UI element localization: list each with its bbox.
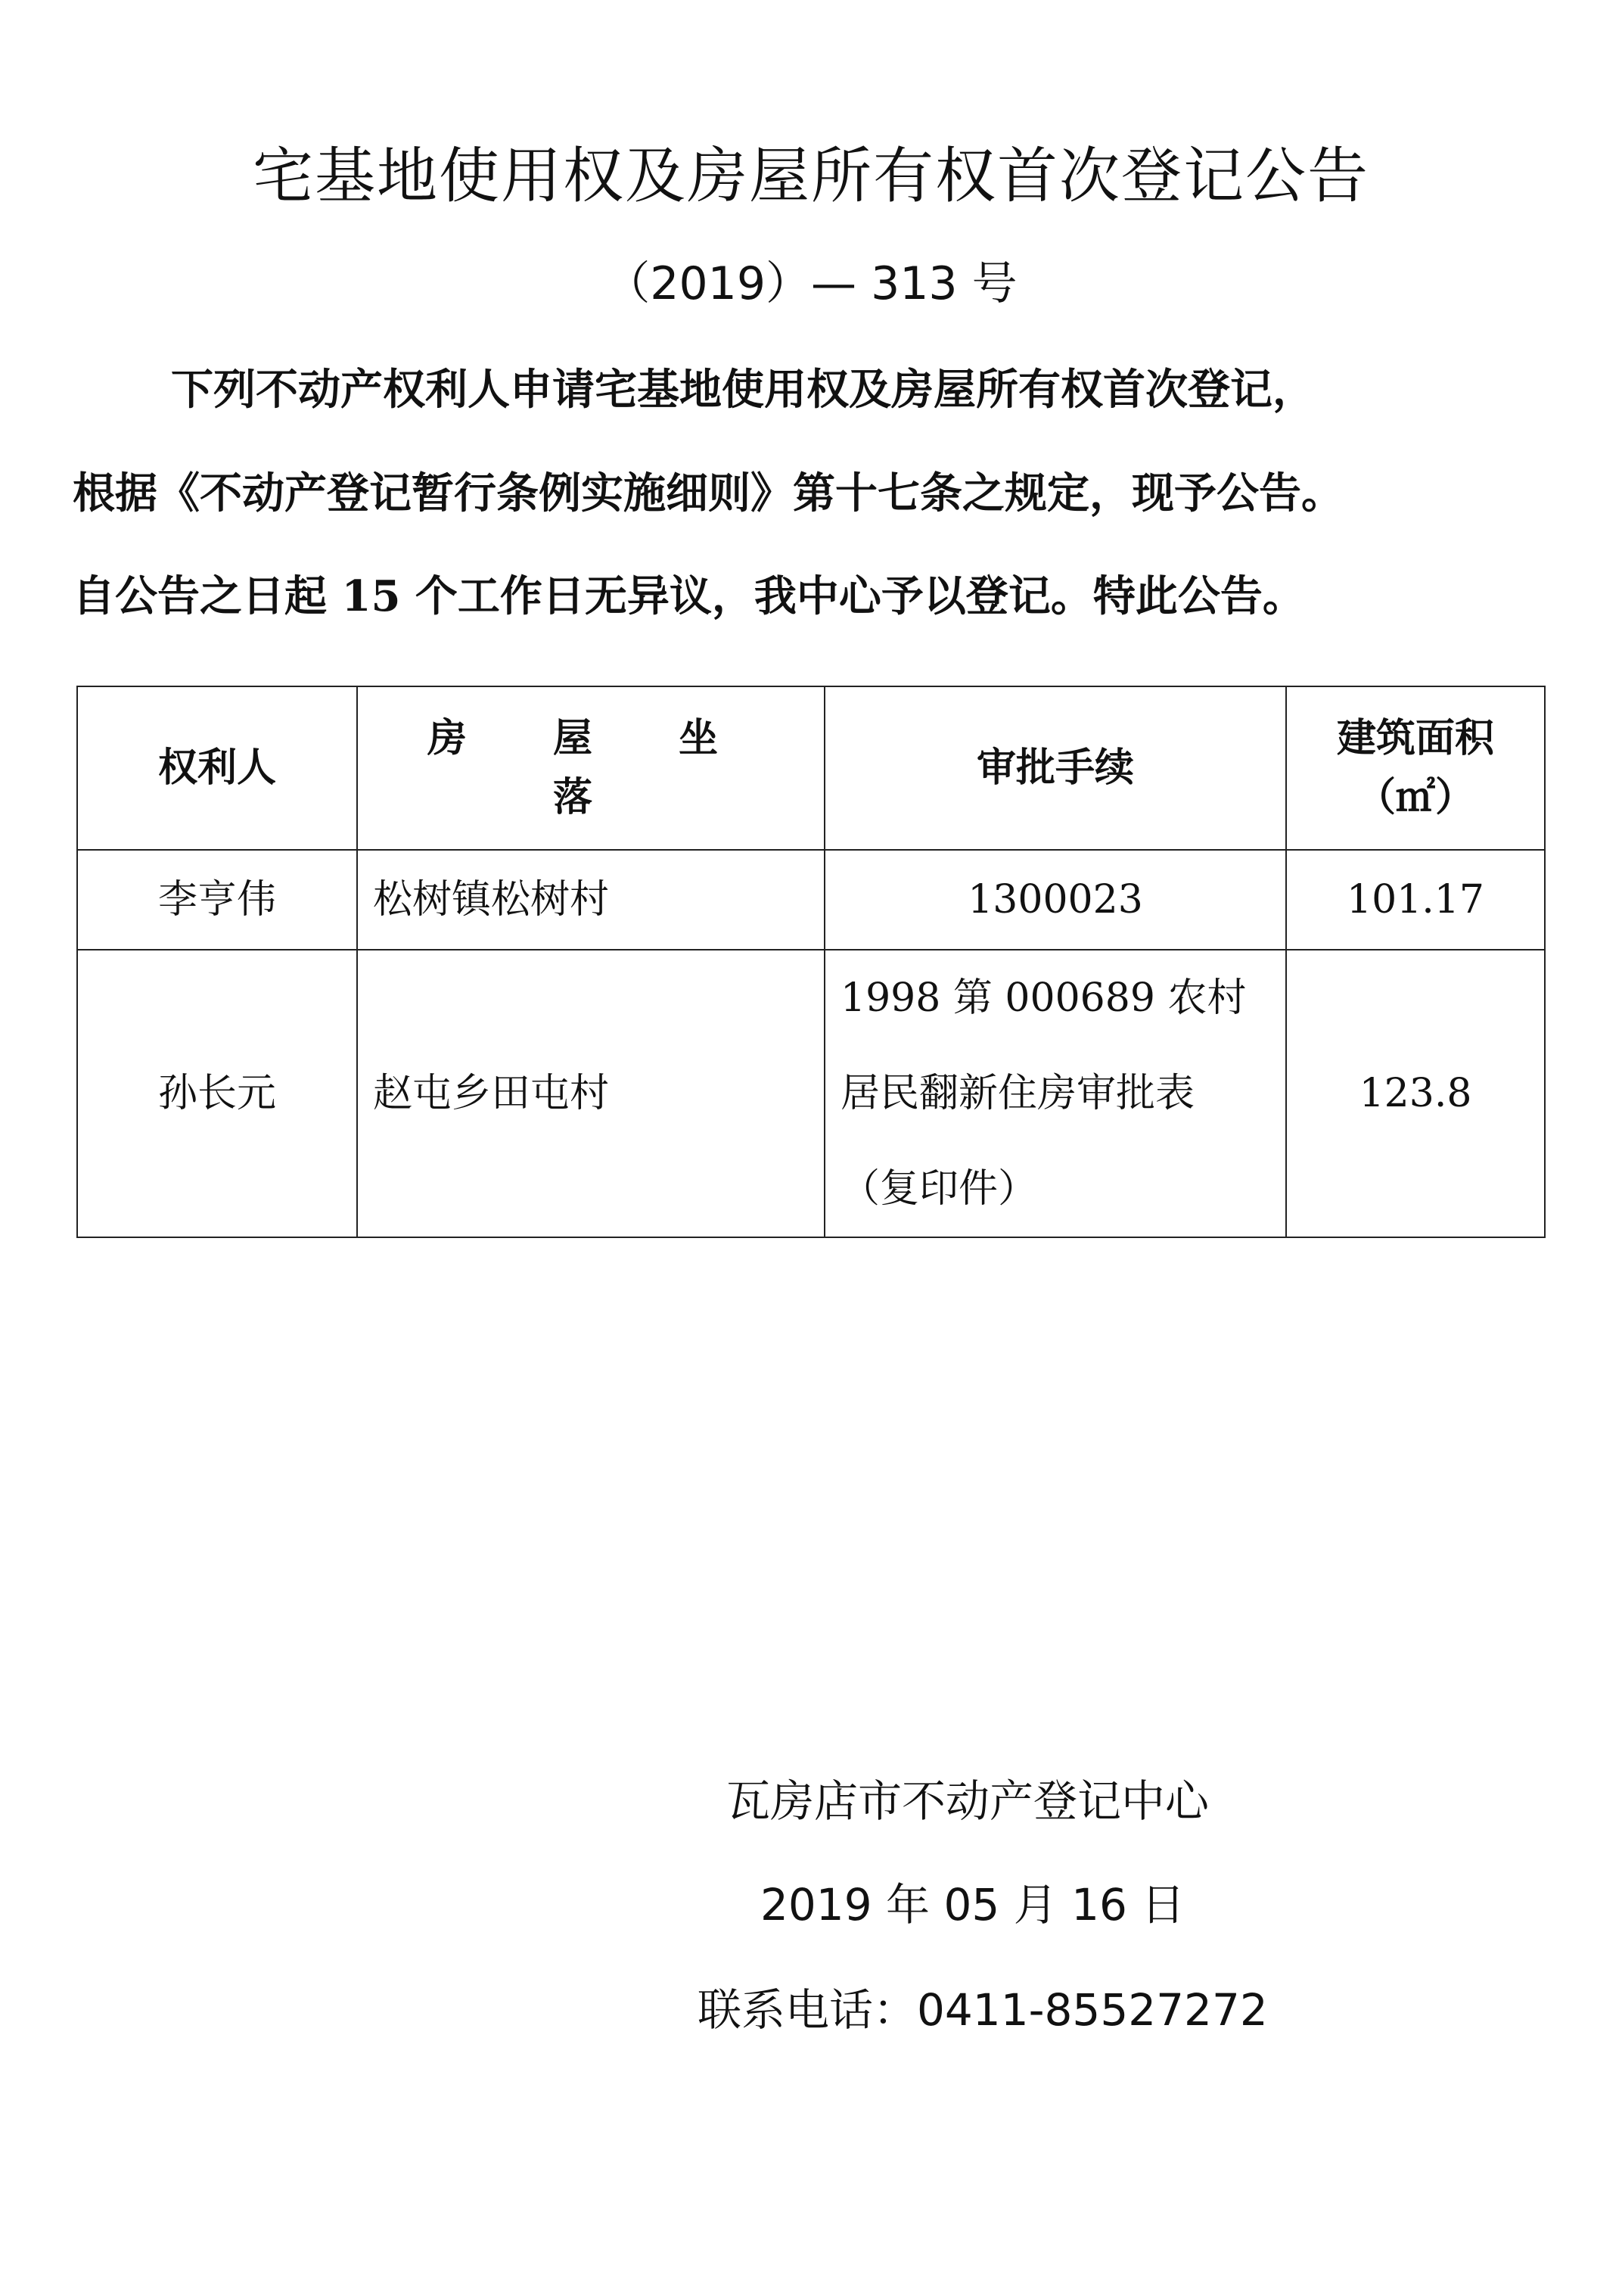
table-row [77, 950, 1545, 1237]
issue-date: 2019 年 05 月 16 日 [760, 1879, 1185, 1930]
cell-holder: 孙长元 [77, 950, 357, 1237]
header-location-label: 房 屋 坐 落 [427, 715, 755, 820]
cell-approval: 1300023 [825, 850, 1286, 950]
header-location [357, 686, 825, 850]
cell-area: 123.8 [1286, 950, 1545, 1237]
table-row [77, 850, 1545, 950]
cell-location: 赵屯乡田屯村 [357, 950, 825, 1237]
issuer-name: 瓦房店市不动产登记中心 [726, 1775, 1210, 1827]
notice-paragraph-line: 下列不动产权利人申请宅基地使用权及房屋所有权首次登记， [171, 365, 1315, 415]
header-approval: 审批手续 [825, 686, 1286, 850]
header-area-unit: （㎡） [1356, 774, 1474, 820]
header-holder: 权利人 [77, 686, 357, 850]
cell-area: 101.17 [1286, 850, 1545, 950]
notice-paragraph-line: 自公告之日起 15 个工作日无异议，我中心予以登记。特此公告。 [73, 571, 1305, 621]
registration-table [76, 686, 1546, 1238]
page-title: 宅基地使用权及房屋所有权首次登记公告 [253, 141, 1369, 211]
cell-holder: 李亨伟 [77, 850, 357, 950]
contact-phone: 联系电话：0411-85527272 [698, 1984, 1268, 2036]
cell-approval: 1998 第 000689 农村居民翻新住房审批表（复印件） [825, 950, 1286, 1237]
header-area-label: 建筑面积 [1336, 715, 1494, 761]
header-area [1286, 686, 1545, 850]
table-header-row [77, 686, 1545, 850]
cell-location: 松树镇松树村 [357, 850, 825, 950]
document-number: （2019）— 313 号 [604, 257, 1018, 310]
notice-paragraph-line: 根据《不动产登记暂行条例实施细则》第十七条之规定，现予公告。 [73, 468, 1344, 518]
